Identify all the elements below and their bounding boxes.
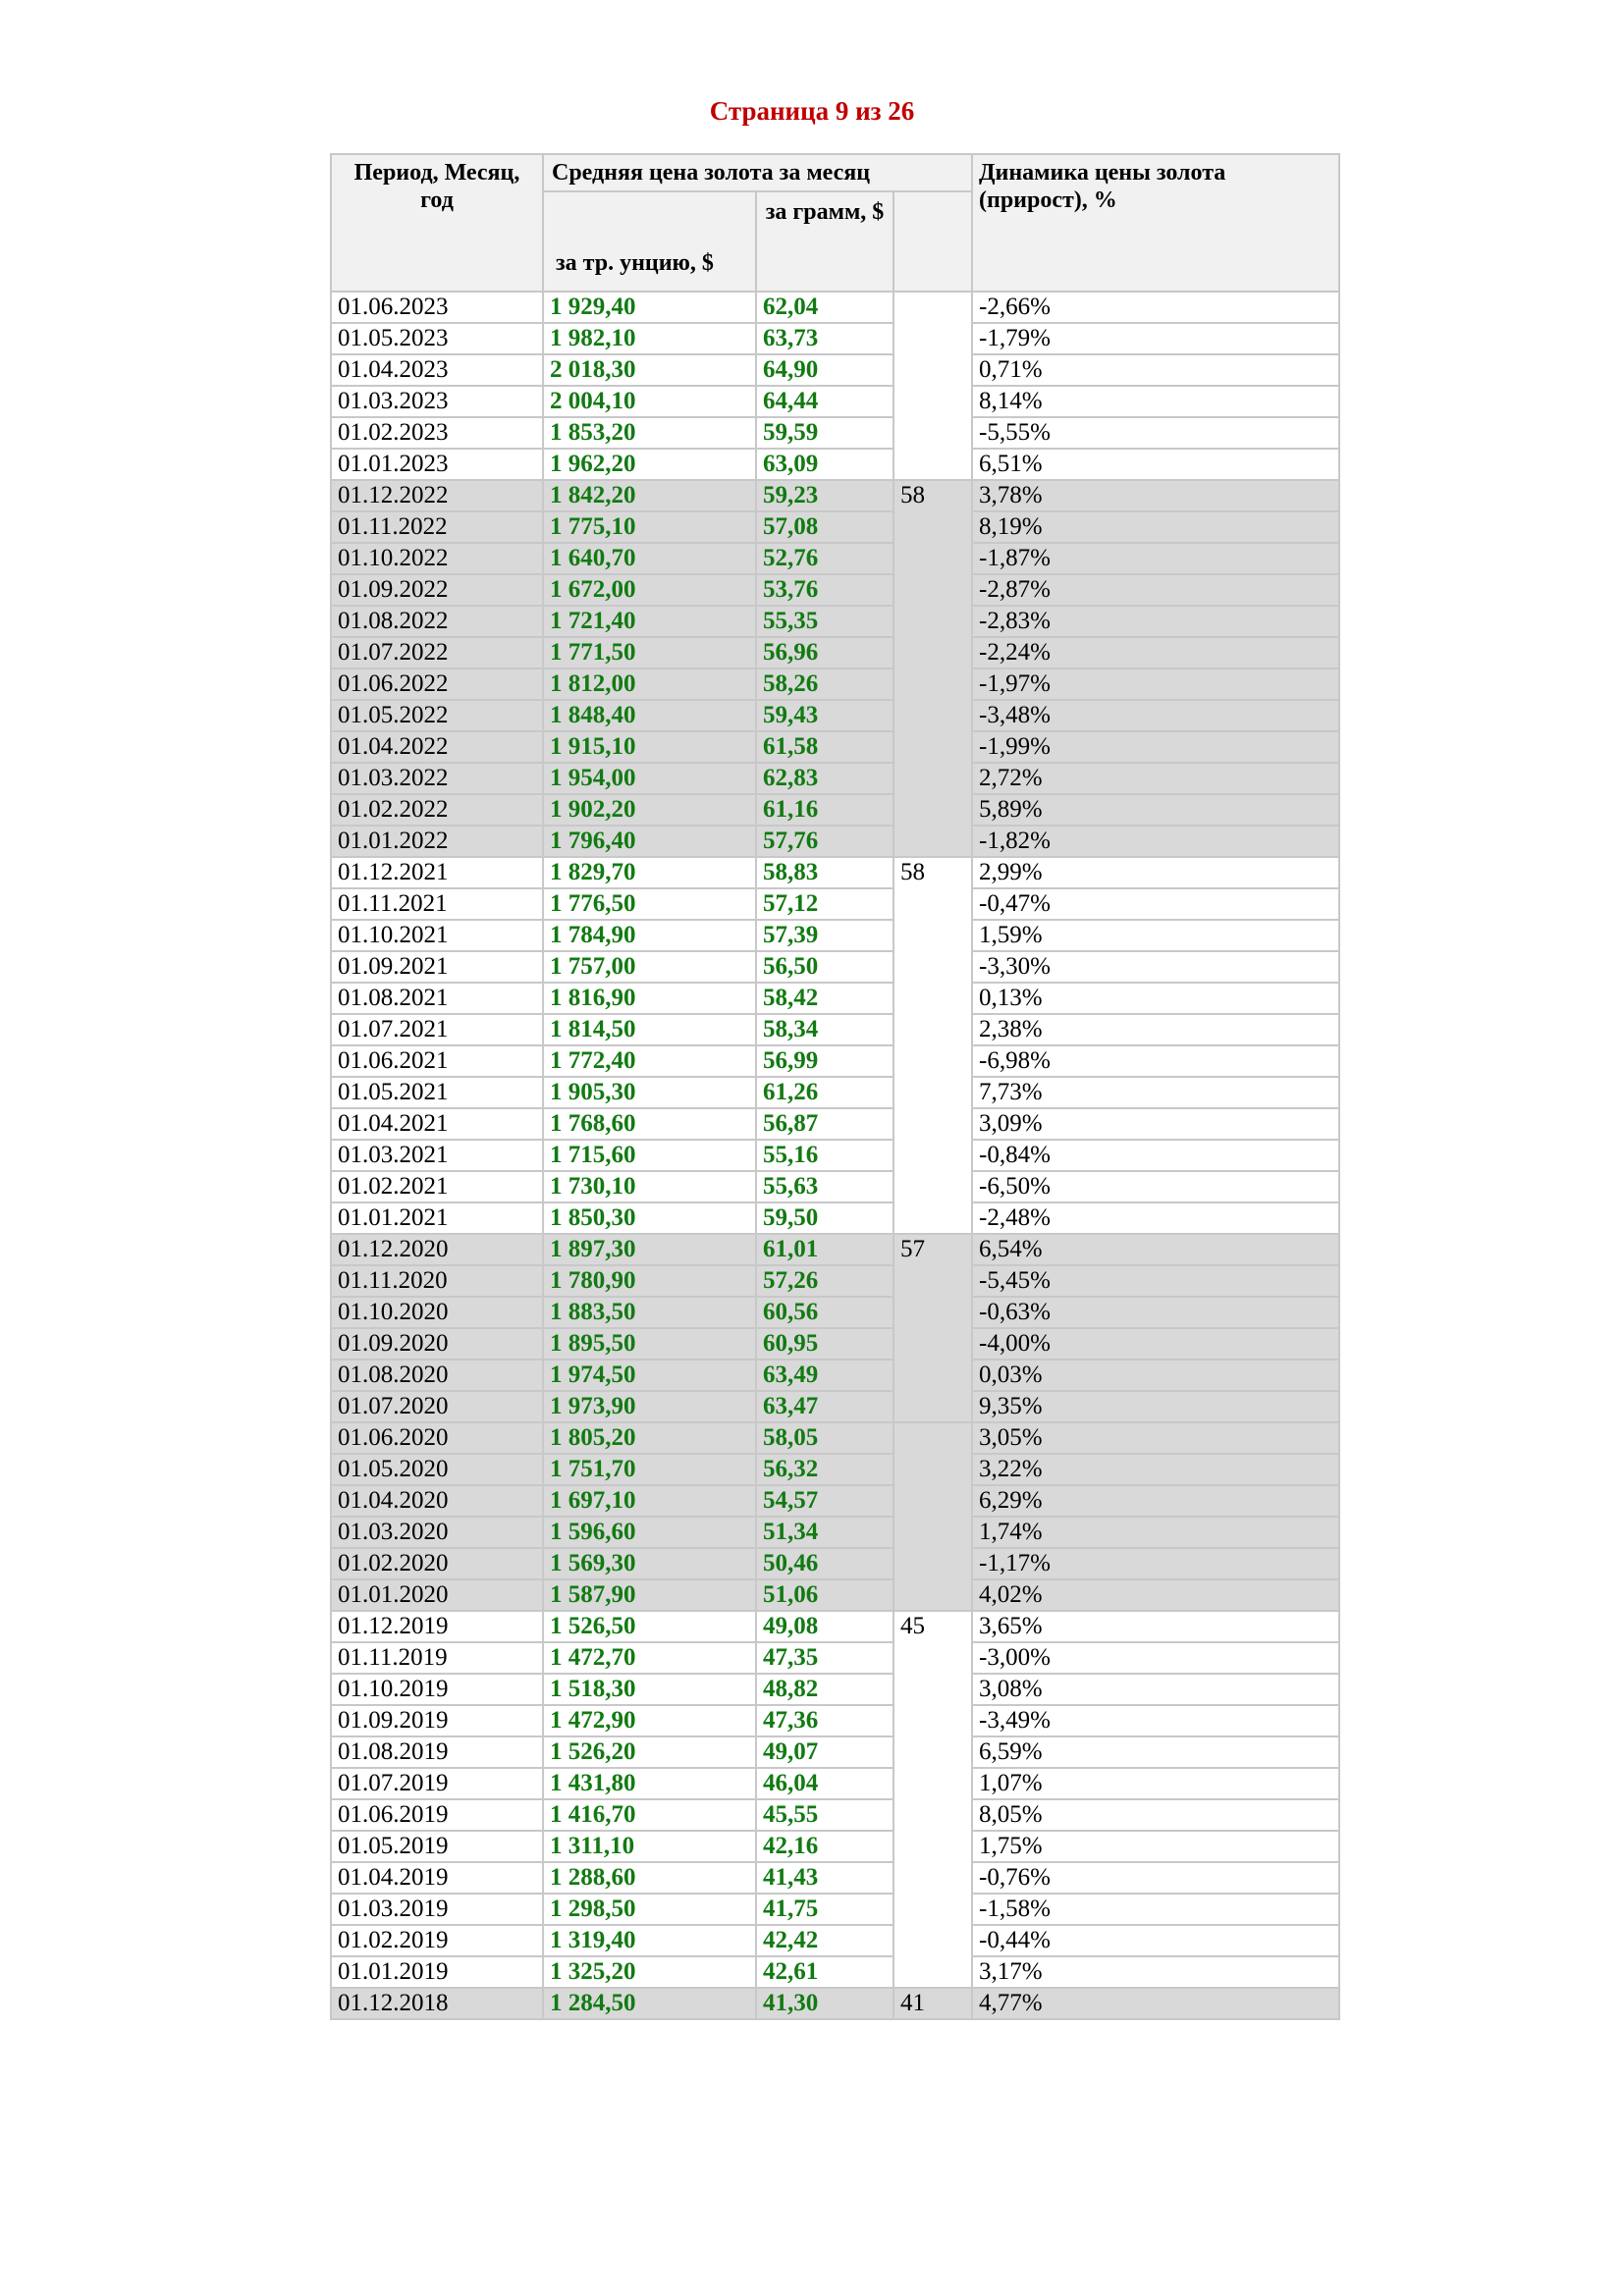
price-per-gram-cell: 61,58 (756, 731, 893, 763)
price-per-oz-cell: 1 771,50 (543, 637, 756, 668)
period-cell: 01.02.2020 (331, 1548, 543, 1579)
dynamics-cell: 6,51% (972, 449, 1339, 480)
table-row (331, 951, 1339, 983)
price-per-gram-cell: 61,26 (756, 1077, 893, 1108)
table-row (331, 511, 1339, 543)
table-row (331, 386, 1339, 417)
period-cell: 01.01.2020 (331, 1579, 543, 1611)
dynamics-cell: 8,19% (972, 511, 1339, 543)
period-cell: 01.10.2020 (331, 1297, 543, 1328)
page-title: Страница 9 из 26 (709, 96, 915, 126)
price-per-gram-cell: 57,08 (756, 511, 893, 543)
table-row (331, 1077, 1339, 1108)
period-cell: 01.11.2021 (331, 888, 543, 920)
price-per-gram-cell: 57,39 (756, 920, 893, 951)
price-per-gram-cell: 60,95 (756, 1328, 893, 1360)
price-per-gram-cell: 56,87 (756, 1108, 893, 1140)
dynamics-cell: 3,78% (972, 480, 1339, 511)
price-per-gram-cell: 62,04 (756, 292, 893, 323)
price-per-oz-cell: 1 751,70 (543, 1454, 756, 1485)
price-per-gram-cell: 41,30 (756, 1988, 893, 2019)
table-row (331, 354, 1339, 386)
period-cell: 01.05.2022 (331, 700, 543, 731)
price-per-oz-cell: 1 416,70 (543, 1799, 756, 1831)
period-cell: 01.05.2023 (331, 323, 543, 354)
price-per-gram-cell: 41,43 (756, 1862, 893, 1894)
group-value-cell: 45 (893, 1611, 972, 1988)
period-cell: 01.09.2022 (331, 574, 543, 606)
dynamics-cell: 3,65% (972, 1611, 1339, 1642)
period-cell: 01.08.2019 (331, 1736, 543, 1768)
table-row (331, 1768, 1339, 1799)
price-per-gram-cell: 56,99 (756, 1045, 893, 1077)
period-cell: 01.10.2019 (331, 1674, 543, 1705)
dynamics-cell: 1,74% (972, 1517, 1339, 1548)
price-per-oz-cell: 1 974,50 (543, 1360, 756, 1391)
table-row (331, 1956, 1339, 1988)
price-per-gram-cell: 46,04 (756, 1768, 893, 1799)
period-cell: 01.12.2021 (331, 857, 543, 888)
period-cell: 01.07.2019 (331, 1768, 543, 1799)
price-per-gram-cell: 59,43 (756, 700, 893, 731)
price-per-gram-cell: 56,96 (756, 637, 893, 668)
price-per-gram-cell: 49,08 (756, 1611, 893, 1642)
dynamics-cell: -1,17% (972, 1548, 1339, 1579)
period-cell: 01.07.2022 (331, 637, 543, 668)
dynamics-cell: 6,54% (972, 1234, 1339, 1265)
table-row (331, 1642, 1339, 1674)
dynamics-cell: 8,14% (972, 386, 1339, 417)
period-cell: 01.11.2019 (331, 1642, 543, 1674)
price-per-oz-cell: 1 929,40 (543, 292, 756, 323)
price-per-gram-cell: 55,35 (756, 606, 893, 637)
table-row (331, 1894, 1339, 1925)
price-per-oz-cell: 1 288,60 (543, 1862, 756, 1894)
group-value-cell: 41 (893, 1988, 972, 2019)
dynamics-cell: 1,75% (972, 1831, 1339, 1862)
table-row (331, 1988, 1339, 2019)
price-per-gram-cell: 63,49 (756, 1360, 893, 1391)
dynamics-cell: 0,03% (972, 1360, 1339, 1391)
table-row (331, 1045, 1339, 1077)
header-avg-price: Средняя цена золота за месяц (543, 154, 972, 191)
dynamics-cell: 5,89% (972, 794, 1339, 826)
price-per-oz-cell: 1 431,80 (543, 1768, 756, 1799)
table-row (331, 1862, 1339, 1894)
period-cell: 01.12.2018 (331, 1988, 543, 2019)
dynamics-cell: 2,38% (972, 1014, 1339, 1045)
table-body (331, 292, 1339, 2019)
price-per-oz-cell: 1 640,70 (543, 543, 756, 574)
dynamics-cell: 0,71% (972, 354, 1339, 386)
price-per-gram-cell: 58,34 (756, 1014, 893, 1045)
dynamics-cell: -2,66% (972, 292, 1339, 323)
price-per-oz-cell: 1 905,30 (543, 1077, 756, 1108)
price-per-gram-cell: 55,16 (756, 1140, 893, 1171)
period-cell: 01.02.2023 (331, 417, 543, 449)
price-per-gram-cell: 53,76 (756, 574, 893, 606)
price-per-gram-cell: 58,26 (756, 668, 893, 700)
price-per-oz-cell: 1 776,50 (543, 888, 756, 920)
price-per-oz-cell: 1 284,50 (543, 1988, 756, 2019)
dynamics-cell: -6,50% (972, 1171, 1339, 1202)
period-cell: 01.03.2019 (331, 1894, 543, 1925)
price-per-gram-cell: 57,76 (756, 826, 893, 857)
price-per-gram-cell: 64,90 (756, 354, 893, 386)
price-per-oz-cell: 1 721,40 (543, 606, 756, 637)
header-period: Период, Месяц, год (331, 154, 543, 292)
dynamics-cell: -1,97% (972, 668, 1339, 700)
dynamics-cell: -0,63% (972, 1297, 1339, 1328)
header-per-gram: за грамм, $ (756, 191, 893, 292)
table-row (331, 1234, 1339, 1265)
table-row (331, 637, 1339, 668)
table-row (331, 983, 1339, 1014)
period-cell: 01.12.2019 (331, 1611, 543, 1642)
price-per-oz-cell: 1 697,10 (543, 1485, 756, 1517)
period-cell: 01.09.2020 (331, 1328, 543, 1360)
price-per-gram-cell: 48,82 (756, 1674, 893, 1705)
table-row (331, 763, 1339, 794)
price-per-oz-cell: 1 982,10 (543, 323, 756, 354)
period-cell: 01.06.2022 (331, 668, 543, 700)
price-per-oz-cell: 1 962,20 (543, 449, 756, 480)
table-row (331, 1014, 1339, 1045)
group-value-cell: 57 (893, 1234, 972, 1422)
period-cell: 01.04.2019 (331, 1862, 543, 1894)
table-row (331, 1171, 1339, 1202)
price-per-oz-cell: 1 472,70 (543, 1642, 756, 1674)
price-per-oz-cell: 1 829,70 (543, 857, 756, 888)
dynamics-cell: -1,99% (972, 731, 1339, 763)
period-cell: 01.12.2022 (331, 480, 543, 511)
price-per-gram-cell: 42,61 (756, 1956, 893, 1988)
period-cell: 01.01.2023 (331, 449, 543, 480)
dynamics-cell: -1,82% (972, 826, 1339, 857)
price-per-oz-cell: 1 298,50 (543, 1894, 756, 1925)
table-row (331, 1736, 1339, 1768)
price-per-gram-cell: 42,42 (756, 1925, 893, 1956)
dynamics-cell: -5,45% (972, 1265, 1339, 1297)
price-per-oz-cell: 1 768,60 (543, 1108, 756, 1140)
dynamics-cell: 1,59% (972, 920, 1339, 951)
price-per-gram-cell: 45,55 (756, 1799, 893, 1831)
period-cell: 01.06.2019 (331, 1799, 543, 1831)
period-cell: 01.07.2021 (331, 1014, 543, 1045)
price-per-oz-cell: 1 812,00 (543, 668, 756, 700)
period-cell: 01.02.2021 (331, 1171, 543, 1202)
price-per-gram-cell: 56,32 (756, 1454, 893, 1485)
table-row (331, 480, 1339, 511)
period-cell: 01.09.2021 (331, 951, 543, 983)
table-row (331, 857, 1339, 888)
price-per-gram-cell: 59,50 (756, 1202, 893, 1234)
price-per-oz-cell: 1 672,00 (543, 574, 756, 606)
period-cell: 01.05.2020 (331, 1454, 543, 1485)
table-row (331, 888, 1339, 920)
table-row (331, 1360, 1339, 1391)
price-per-gram-cell: 63,73 (756, 323, 893, 354)
price-per-oz-cell: 1 784,90 (543, 920, 756, 951)
table-row (331, 1925, 1339, 1956)
dynamics-cell: 2,72% (972, 763, 1339, 794)
dynamics-cell: -3,00% (972, 1642, 1339, 1674)
price-per-oz-cell: 1 319,40 (543, 1925, 756, 1956)
dynamics-cell: 6,29% (972, 1485, 1339, 1517)
period-cell: 01.10.2021 (331, 920, 543, 951)
period-cell: 01.12.2020 (331, 1234, 543, 1265)
table-row (331, 1485, 1339, 1517)
table-row (331, 1422, 1339, 1454)
dynamics-cell: 3,09% (972, 1108, 1339, 1140)
group-value-cell (893, 292, 972, 480)
period-cell: 01.11.2020 (331, 1265, 543, 1297)
price-per-oz-cell: 1 954,00 (543, 763, 756, 794)
period-cell: 01.01.2019 (331, 1956, 543, 1988)
price-per-oz-cell: 2 018,30 (543, 354, 756, 386)
period-cell: 01.04.2020 (331, 1485, 543, 1517)
price-per-oz-cell: 1 780,90 (543, 1265, 756, 1297)
gold-price-table (330, 153, 1340, 2020)
header-extra (893, 191, 972, 292)
price-per-oz-cell: 1 883,50 (543, 1297, 756, 1328)
price-per-oz-cell: 1 973,90 (543, 1391, 756, 1422)
dynamics-cell: -2,83% (972, 606, 1339, 637)
table-row (331, 1454, 1339, 1485)
table-row (331, 1611, 1339, 1642)
group-value-cell: 58 (893, 857, 972, 1234)
table-row (331, 1202, 1339, 1234)
period-cell: 01.07.2020 (331, 1391, 543, 1422)
price-per-oz-cell: 1 472,90 (543, 1705, 756, 1736)
dynamics-cell: 9,35% (972, 1391, 1339, 1422)
price-per-oz-cell: 1 853,20 (543, 417, 756, 449)
dynamics-cell: -6,98% (972, 1045, 1339, 1077)
table-row (331, 449, 1339, 480)
group-value-cell (893, 1422, 972, 1611)
table-row (331, 794, 1339, 826)
dynamics-cell: 0,13% (972, 983, 1339, 1014)
price-per-oz-cell: 1 848,40 (543, 700, 756, 731)
price-per-gram-cell: 58,05 (756, 1422, 893, 1454)
price-per-oz-cell: 1 757,00 (543, 951, 756, 983)
table-row (331, 920, 1339, 951)
price-per-gram-cell: 59,23 (756, 480, 893, 511)
dynamics-cell: 1,07% (972, 1768, 1339, 1799)
header-dynamics: Динамика цены золота (прирост), % (972, 154, 1339, 292)
dynamics-cell: -0,44% (972, 1925, 1339, 1956)
dynamics-cell: -3,30% (972, 951, 1339, 983)
period-cell: 01.09.2019 (331, 1705, 543, 1736)
table-row (331, 606, 1339, 637)
table-row (331, 731, 1339, 763)
dynamics-cell: -1,87% (972, 543, 1339, 574)
dynamics-cell: 2,99% (972, 857, 1339, 888)
dynamics-cell: -0,76% (972, 1862, 1339, 1894)
price-per-gram-cell: 63,47 (756, 1391, 893, 1422)
price-per-oz-cell: 1 569,30 (543, 1548, 756, 1579)
dynamics-cell: 8,05% (972, 1799, 1339, 1831)
table-row (331, 1548, 1339, 1579)
period-cell: 01.03.2022 (331, 763, 543, 794)
period-cell: 01.11.2022 (331, 511, 543, 543)
dynamics-cell: 4,02% (972, 1579, 1339, 1611)
price-per-gram-cell: 47,35 (756, 1642, 893, 1674)
period-cell: 01.01.2021 (331, 1202, 543, 1234)
price-per-oz-cell: 1 526,20 (543, 1736, 756, 1768)
table-row (331, 1674, 1339, 1705)
price-per-oz-cell: 1 596,60 (543, 1517, 756, 1548)
price-per-oz-cell: 1 325,20 (543, 1956, 756, 1988)
dynamics-cell: -2,24% (972, 637, 1339, 668)
price-per-gram-cell: 61,16 (756, 794, 893, 826)
table-row (331, 1517, 1339, 1548)
dynamics-cell: -1,58% (972, 1894, 1339, 1925)
price-per-oz-cell: 1 915,10 (543, 731, 756, 763)
price-per-gram-cell: 58,83 (756, 857, 893, 888)
dynamics-cell: 4,77% (972, 1988, 1339, 2019)
dynamics-cell: -3,49% (972, 1705, 1339, 1736)
price-per-gram-cell: 59,59 (756, 417, 893, 449)
price-per-oz-cell: 2 004,10 (543, 386, 756, 417)
dynamics-cell: -5,55% (972, 417, 1339, 449)
price-per-gram-cell: 56,50 (756, 951, 893, 983)
price-per-oz-cell: 1 526,50 (543, 1611, 756, 1642)
price-per-oz-cell: 1 775,10 (543, 511, 756, 543)
dynamics-cell: -1,79% (972, 323, 1339, 354)
dynamics-cell: 6,59% (972, 1736, 1339, 1768)
table-row (331, 1579, 1339, 1611)
price-per-oz-cell: 1 796,40 (543, 826, 756, 857)
price-per-oz-cell: 1 518,30 (543, 1674, 756, 1705)
price-per-gram-cell: 49,07 (756, 1736, 893, 1768)
price-per-oz-cell: 1 772,40 (543, 1045, 756, 1077)
table-row (331, 543, 1339, 574)
table-row (331, 574, 1339, 606)
table-row (331, 1705, 1339, 1736)
table-row (331, 1831, 1339, 1862)
period-cell: 01.05.2019 (331, 1831, 543, 1862)
table-row (331, 1391, 1339, 1422)
table-row (331, 1297, 1339, 1328)
period-cell: 01.04.2023 (331, 354, 543, 386)
price-per-gram-cell: 42,16 (756, 1831, 893, 1862)
table-row (331, 668, 1339, 700)
price-per-gram-cell: 51,34 (756, 1517, 893, 1548)
table-row (331, 1799, 1339, 1831)
price-per-oz-cell: 1 814,50 (543, 1014, 756, 1045)
period-cell: 01.08.2020 (331, 1360, 543, 1391)
table-row (331, 417, 1339, 449)
period-cell: 01.08.2022 (331, 606, 543, 637)
price-per-oz-cell: 1 895,50 (543, 1328, 756, 1360)
dynamics-cell: 7,73% (972, 1077, 1339, 1108)
price-per-gram-cell: 61,01 (756, 1234, 893, 1265)
table-row (331, 700, 1339, 731)
dynamics-cell: -0,47% (972, 888, 1339, 920)
dynamics-cell: -2,87% (972, 574, 1339, 606)
price-per-oz-cell: 1 897,30 (543, 1234, 756, 1265)
period-cell: 01.10.2022 (331, 543, 543, 574)
price-per-gram-cell: 58,42 (756, 983, 893, 1014)
price-per-oz-cell: 1 850,30 (543, 1202, 756, 1234)
price-per-oz-cell: 1 311,10 (543, 1831, 756, 1862)
period-cell: 01.01.2022 (331, 826, 543, 857)
price-per-oz-cell: 1 730,10 (543, 1171, 756, 1202)
price-per-gram-cell: 57,12 (756, 888, 893, 920)
dynamics-cell: 3,17% (972, 1956, 1339, 1988)
price-per-gram-cell: 54,57 (756, 1485, 893, 1517)
dynamics-cell: 3,22% (972, 1454, 1339, 1485)
price-per-gram-cell: 41,75 (756, 1894, 893, 1925)
period-cell: 01.04.2022 (331, 731, 543, 763)
price-per-oz-cell: 1 587,90 (543, 1579, 756, 1611)
period-cell: 01.06.2020 (331, 1422, 543, 1454)
dynamics-cell: -3,48% (972, 700, 1339, 731)
period-cell: 01.04.2021 (331, 1108, 543, 1140)
table-row (331, 323, 1339, 354)
period-cell: 01.03.2020 (331, 1517, 543, 1548)
price-per-oz-cell: 1 842,20 (543, 480, 756, 511)
table-row (331, 1108, 1339, 1140)
price-per-oz-cell: 1 805,20 (543, 1422, 756, 1454)
dynamics-cell: -0,84% (972, 1140, 1339, 1171)
table-row (331, 1140, 1339, 1171)
period-cell: 01.02.2019 (331, 1925, 543, 1956)
table-row (331, 826, 1339, 857)
period-cell: 01.03.2023 (331, 386, 543, 417)
period-cell: 01.03.2021 (331, 1140, 543, 1171)
dynamics-cell: 3,08% (972, 1674, 1339, 1705)
price-per-gram-cell: 62,83 (756, 763, 893, 794)
price-per-oz-cell: 1 816,90 (543, 983, 756, 1014)
price-per-gram-cell: 60,56 (756, 1297, 893, 1328)
price-per-gram-cell: 47,36 (756, 1705, 893, 1736)
dynamics-cell: -2,48% (972, 1202, 1339, 1234)
table-row (331, 292, 1339, 323)
price-per-gram-cell: 63,09 (756, 449, 893, 480)
header-per-oz: за тр. унцию, $ (543, 191, 756, 292)
period-cell: 01.05.2021 (331, 1077, 543, 1108)
group-value-cell: 58 (893, 480, 972, 857)
period-cell: 01.06.2021 (331, 1045, 543, 1077)
price-per-oz-cell: 1 902,20 (543, 794, 756, 826)
price-per-gram-cell: 50,46 (756, 1548, 893, 1579)
price-per-gram-cell: 51,06 (756, 1579, 893, 1611)
dynamics-cell: -4,00% (972, 1328, 1339, 1360)
price-per-gram-cell: 55,63 (756, 1171, 893, 1202)
period-cell: 01.08.2021 (331, 983, 543, 1014)
dynamics-cell: 3,05% (972, 1422, 1339, 1454)
price-per-gram-cell: 64,44 (756, 386, 893, 417)
price-per-gram-cell: 52,76 (756, 543, 893, 574)
period-cell: 01.02.2022 (331, 794, 543, 826)
price-per-gram-cell: 57,26 (756, 1265, 893, 1297)
price-per-oz-cell: 1 715,60 (543, 1140, 756, 1171)
period-cell: 01.06.2023 (331, 292, 543, 323)
table-row (331, 1328, 1339, 1360)
table-row (331, 1265, 1339, 1297)
